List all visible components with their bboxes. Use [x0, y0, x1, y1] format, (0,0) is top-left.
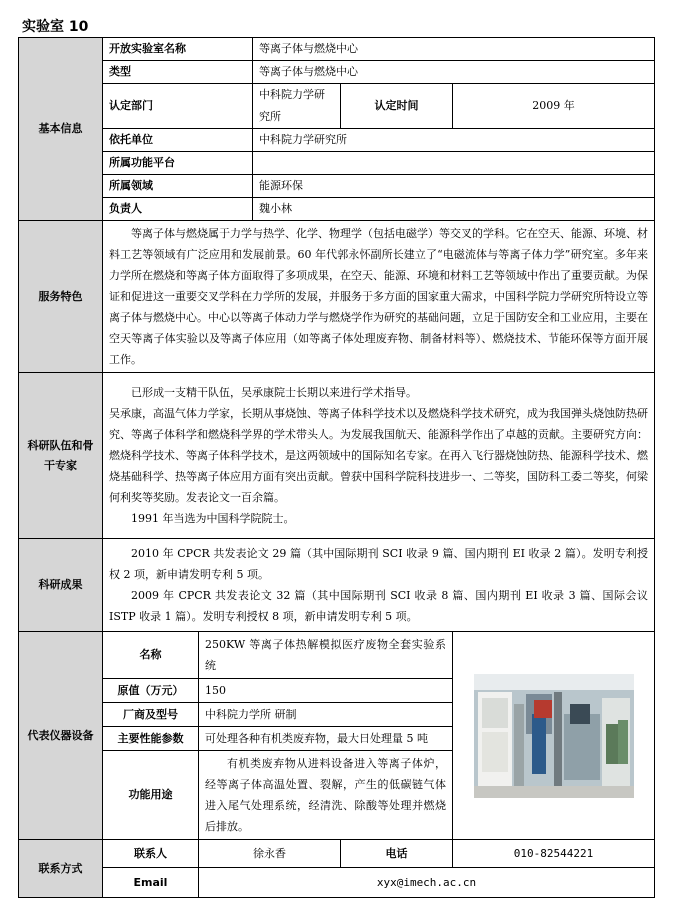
contact-email-label: Email: [103, 868, 199, 898]
equip-maker-label: 厂商及型号: [103, 703, 199, 727]
equipment-photo-image: [474, 674, 634, 798]
team-paragraph-2: 吴承康，高温气体力学家，长期从事烧蚀、等离子体科学技术以及燃烧科学技术研究，成为我国弹头烧蚀防热研究、等离子体科学和燃烧科学界的学术带头人。为发展我国航天、能源科学作出了卓越的贡献。主要研究方向：燃烧科学技术、等离子体科学技术，是这两领域中的国际知名专家。在再入飞行器烧蚀防热、能源科学技术、燃烧基础科学、热等离子体应用方面有突出贡献。曾获中国科学院科技进步一、二等奖，国防科工委二等奖，何梁何利奖等奖励。发表论文一百余篇。: [109, 407, 649, 504]
lab-info-sheet: [18, 37, 654, 898]
platform-label: 所属功能平台: [103, 152, 253, 175]
host-value: 中科院力学研究所: [253, 129, 655, 152]
equip-perf-value: 可处理各种有机类废弃物，最大日处理量 5 吨: [199, 727, 453, 751]
section-equipment: 代表仪器设备: [19, 632, 103, 840]
contact-person-value: 徐永香: [199, 840, 341, 868]
equip-price-value: 150: [199, 679, 453, 703]
equipment-photo-cell: [453, 632, 655, 840]
equip-price-label: 原值（万元）: [103, 679, 199, 703]
contact-phone-value: 010-82544221: [453, 840, 655, 868]
section-basic-info: 基本信息: [19, 38, 103, 221]
service-text: 等离子体与燃烧属于力学与热学、化学、物理学（包括电磁学）等交叉的学科。它在空天、能源、环境、材料工艺等领域有广泛应用和发展前景。60 年代郭永怀副所长建立了“电磁流体与等离子体力学”研究室。多年来力学所在燃烧和等离子体方面取得了多项成果，在空天、能源、环境和材料工艺等领域中作出了重要贡献。为保证和促进这一重要交叉学科在力学所的发展，并服务于多方面的国家重大需求，中国科学院力学研究所特设立等离子体与燃烧中心。中心以等离子体动力学与燃烧学作为研究的基础问题，立足于国防安全和工业应用，主要在空天等离子体实验以及等离子体应用（如等离子体处理废弃物、制备材料等）、燃烧技术、节能环保等方面开展工作。: [109, 227, 649, 366]
section-team: [19, 373, 103, 539]
equip-name-label: 名称: [103, 632, 199, 679]
type-label: 类型: [103, 61, 253, 84]
equip-func-cell: [199, 751, 453, 840]
dept-value: 中科院力学研究所: [253, 84, 341, 129]
team-paragraph-3: 1991 年当选为中国科学院院士。: [131, 512, 295, 525]
lab-info-table: [18, 37, 655, 898]
section-service: 服务特色: [19, 221, 103, 373]
head-value: 魏小林: [253, 198, 655, 221]
section-team-label: 科研队伍和骨干专家: [27, 438, 94, 472]
page-title: 实验室 10: [22, 19, 89, 35]
equip-perf-label: 主要性能参数: [103, 727, 199, 751]
equip-name-value: 250KW 等离子体热解模拟医疗废物全套实验系统: [199, 632, 453, 679]
results-paragraph-2: 2009 年 CPCR 共发表论文 32 篇（其中国际期刊 SCI 收录 8 篇、国内期刊 EI 收录 3 篇、国际会议 ISTP 收录 1 篇）。发明专利授权 8 项，新申请发明专利 5 项。: [109, 589, 649, 623]
results-cell: [103, 539, 655, 632]
contact-person-label: 联系人: [103, 840, 199, 868]
team-paragraph-1: 已形成一支精干队伍，吴承康院士长期以来进行学术指导。: [131, 386, 417, 399]
contact-phone-label: 电话: [341, 840, 453, 868]
head-label: 负责人: [103, 198, 253, 221]
equip-maker-value: 中科院力学所 研制: [199, 703, 453, 727]
equipment-photo: [474, 674, 634, 798]
platform-value: [253, 152, 655, 175]
service-cell: [103, 221, 655, 373]
section-results: 科研成果: [19, 539, 103, 632]
host-label: 依托单位: [103, 129, 253, 152]
dept-label: 认定部门: [103, 84, 253, 129]
equip-func-label: 功能用途: [103, 751, 199, 840]
lab-name-label: 开放实验室名称: [103, 38, 253, 61]
type-value: 等离子体与燃烧中心: [253, 61, 655, 84]
contact-email-value[interactable]: xyx@imech.ac.cn: [199, 868, 655, 898]
time-value: 2009 年: [453, 84, 655, 129]
lab-name-value: 等离子体与燃烧中心: [253, 38, 655, 61]
section-contact: 联系方式: [19, 840, 103, 898]
field-label: 所属领域: [103, 175, 253, 198]
equip-func-value: 有机类废弃物从进料设备进入等离子体炉，经等离子体高温处置、裂解，产生的低碳链气体进入尾气处理系统，经清洗、除酸等处理并燃烧后排放。: [205, 757, 446, 833]
time-label: 认定时间: [341, 84, 453, 129]
team-cell: [103, 373, 655, 539]
field-value: 能源环保: [253, 175, 655, 198]
results-paragraph-1: 2010 年 CPCR 共发表论文 29 篇（其中国际期刊 SCI 收录 9 篇、国内期刊 EI 收录 2 篇）。发明专利授权 2 项，新申请发明专利 5 项。: [109, 547, 649, 581]
